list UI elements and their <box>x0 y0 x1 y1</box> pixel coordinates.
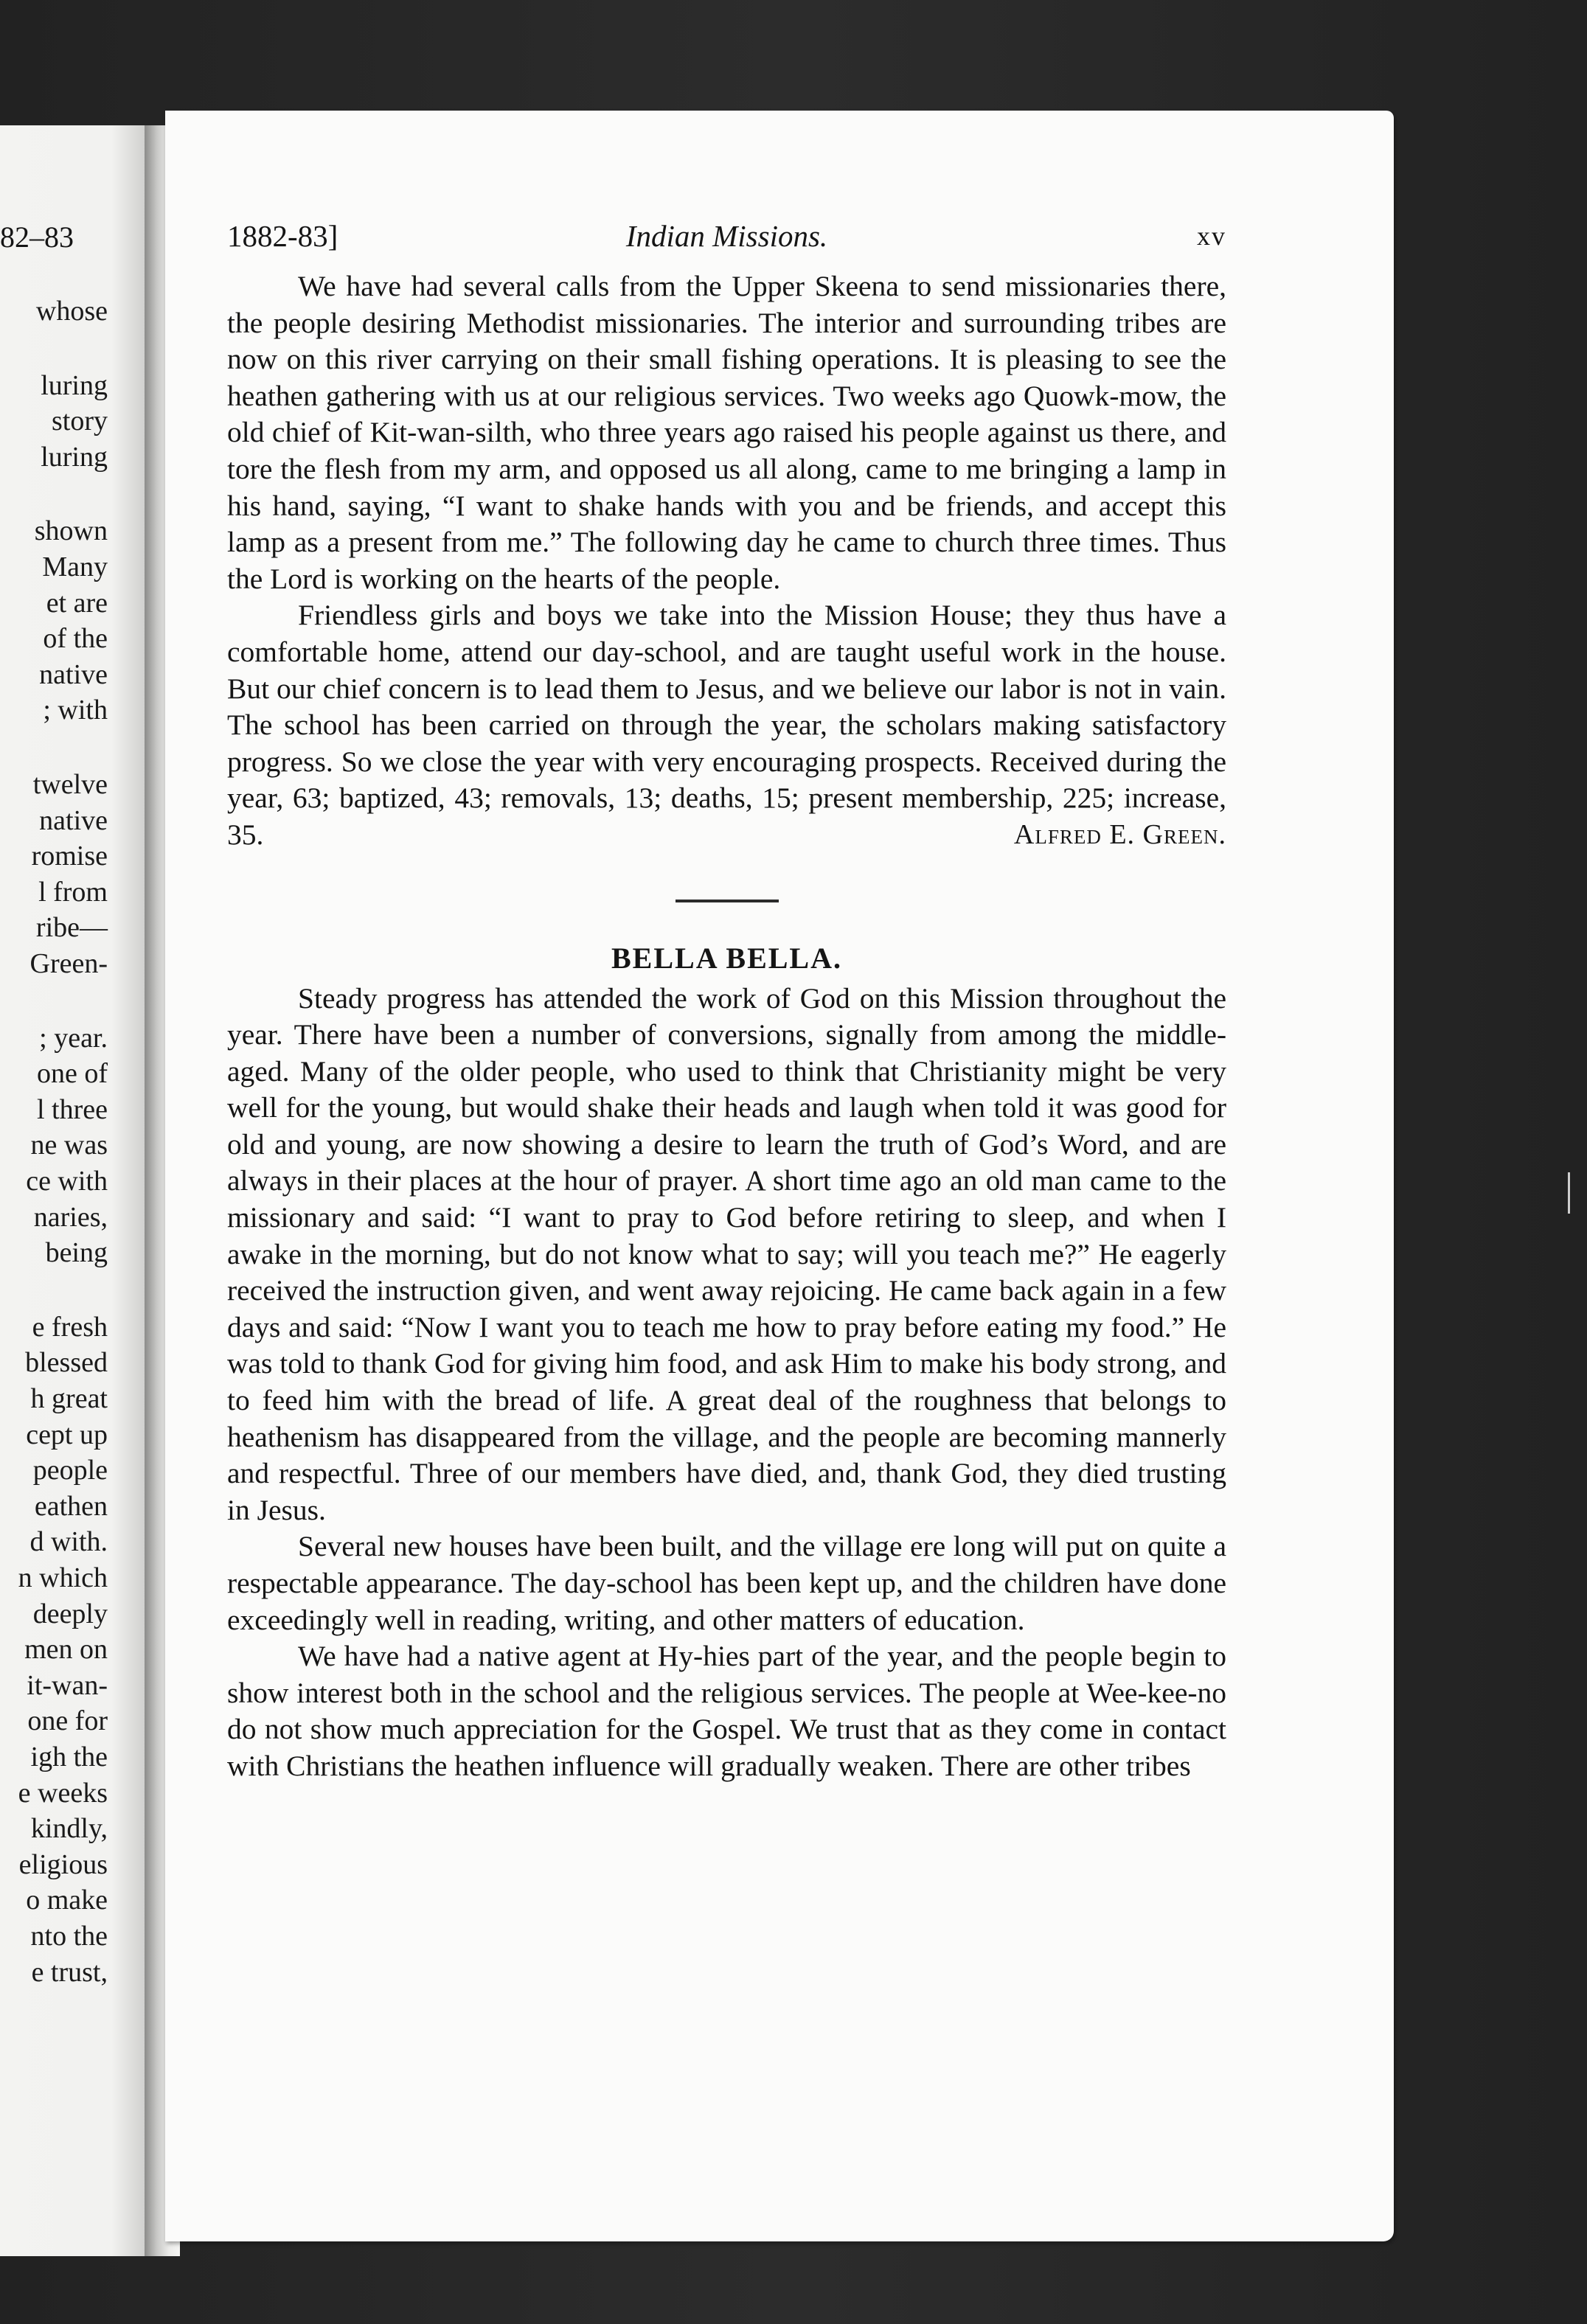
left-page-line: romise <box>31 841 108 872</box>
left-facing-page <box>0 125 159 2256</box>
left-page-line: l from <box>38 876 108 908</box>
section-title-bella-bella: BELLA BELLA. <box>611 941 842 975</box>
paragraph-steady-progress: Steady progress has attended the work of God on this Mission throughout the year. There have been a number of conversions, signally from among the middle-aged. Many of the older people, who used to think that Christianity might be very well for the young, but would shake their heads and laugh when told it was good for old and young, are now showing a desire to learn the truth of God’s Word, and are always in their places at the hour of prayer. A short time ago an old man came to the missionary and said: “I want to pray to God before retiring to sleep, and when I awake in the morning, but do not know what to say; will you teach me?” He eagerly received the instruction given, and went away rejoicing. He came back again in a few days and said: “Now I want you to teach me how to pray before eating my food.” He was told to thank God for giving him food, and ask Him to make his body strong, and to feed him with the bread of life. A great deal of the roughness that belongs to heathenism has disappeared from the village, and the people are becoming mannerly and respectful. Three of our members have died, and, thank God, they died trusting in Jesus. <box>227 981 1226 1526</box>
left-page-line: native <box>39 804 108 836</box>
paragraph-native-agent: We have had a native agent at Hy-hies part of the year, and the people begin to show interest both in the school and the religious services. The people at Wee-kee-no do not show much appreciation for the Gospel. We trust that as they come in contact with Christians the heathen influence will gradually weaken. There are other tribes <box>227 1640 1226 1782</box>
left-page-line: et are <box>46 587 108 619</box>
running-head <box>227 214 1226 258</box>
left-page-line: shown <box>34 515 108 547</box>
left-page-line: l three <box>36 1093 108 1125</box>
left-page-line: n which <box>18 1562 108 1593</box>
paragraph-upper-skeena: We have had several calls from the Upper Skeena to send missionaries there, the people desiring Methodist missionaries. The interior and surrounding tribes are now on this river carrying on their small fishing operations. It is pleasing to see the heathen gathering with us at our religious services. Two weeks ago Quowk-mow, the old chief of Kit-wan-silth, who three years ago raised his people against us there, and tore the flesh from my arm, and opposed us all along, came to me bringing a lamp in his hand, saying, “I want to shake hands with you and be friends, and accept this lamp as a present from me.” The following day he came to church three times. Thus the Lord is working on the hearts of the people. <box>227 270 1226 595</box>
left-page-line: kindly, <box>30 1813 108 1845</box>
left-page-line: Many <box>42 552 108 582</box>
section-divider <box>676 900 779 902</box>
paragraph-mission-house-wrap <box>227 597 1226 853</box>
running-head-years: 1882-83] <box>227 219 338 253</box>
left-page-line: whose <box>35 296 108 327</box>
left-page-line: nto the <box>30 1921 108 1952</box>
left-page-line: people <box>32 1455 108 1486</box>
left-page-line: native <box>39 658 108 690</box>
left-page-line: story <box>52 406 108 437</box>
left-page-line: ce with <box>26 1166 108 1197</box>
left-page-header: 82–83 <box>0 220 74 254</box>
left-page-line: it-wan- <box>27 1669 108 1701</box>
left-page-line: e weeks <box>18 1777 108 1809</box>
left-page-line: deeply <box>32 1598 108 1629</box>
paragraph-mission-house-text: Friendless girls and boys we take into the Mission House; they thus have a comfortable home, attend our day-school, and are taught useful work in the house. But our chief concern is to lead them to Jesus, and we believe our labor is not in vain. The school has been carried on through the year, the scholars making satisfactory progress. So we close the year with very encouraging prospects. Received during the year, 63; baptized, 43; removals, 13; deaths, 15; present membership, 225; increase, 35. <box>227 599 1226 851</box>
scan-edge-mark <box>1568 1172 1570 1214</box>
left-page-line: naries, <box>33 1201 108 1233</box>
signature: Alfred E. Green. <box>1013 818 1226 850</box>
left-page-line: ne was <box>30 1130 108 1161</box>
left-page-line: e trust, <box>31 1956 108 1988</box>
left-page-line: d with. <box>29 1526 108 1558</box>
left-page-line: ; year. <box>39 1022 108 1054</box>
page-number: xv <box>1197 221 1226 251</box>
left-page-line: ribe— <box>35 912 108 944</box>
left-page-line: one for <box>27 1705 108 1737</box>
left-page-line: being <box>45 1237 108 1269</box>
running-head-title: Indian Missions. <box>625 219 828 253</box>
left-page-line: men on <box>24 1634 108 1666</box>
left-page-line: luring <box>41 369 108 401</box>
left-page-line: h great <box>30 1383 108 1414</box>
left-page-line: Green- <box>29 948 108 979</box>
left-page-line: o make <box>26 1885 108 1916</box>
left-page-line: igh the <box>30 1742 108 1772</box>
left-page-line: eligious <box>18 1848 108 1880</box>
left-page-line: of the <box>43 623 108 655</box>
main-page <box>165 111 1394 2241</box>
left-page-line: eathen <box>34 1490 108 1522</box>
left-page-line: one of <box>36 1058 108 1090</box>
left-page-line: e fresh <box>32 1311 108 1343</box>
left-page-line: blessed <box>25 1347 108 1379</box>
left-page-line: luring <box>41 441 108 473</box>
left-page-line: twelve <box>32 769 108 800</box>
paragraph-new-houses: Several new houses have been built, and the village ere long will put on quite a respectable appearance. The day-school has been kept up, and the children have done exceedingly well in reading, writing, and other matters of education. <box>227 1530 1226 1636</box>
paragraph-mission-house <box>227 597 1226 853</box>
left-page-line: ; with <box>43 695 108 726</box>
left-page-line: cept up <box>26 1419 108 1450</box>
page-content <box>227 214 1226 1785</box>
